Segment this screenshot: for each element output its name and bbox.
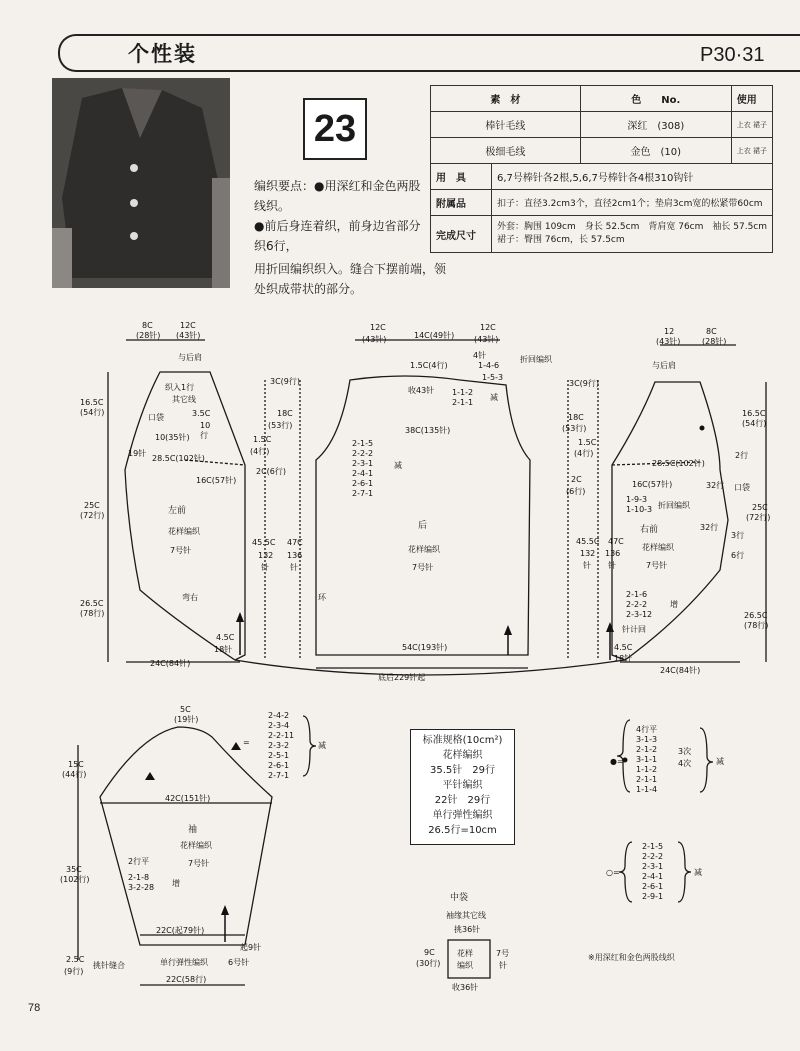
dim-label: (30行) <box>416 959 441 968</box>
dim-label: 132 <box>580 549 596 558</box>
dim-label: 2-1-1 <box>636 775 658 784</box>
dim-label: 4.5C <box>216 633 235 642</box>
dim-label: 针 <box>499 961 507 970</box>
dim-label: 2-3-2 <box>268 741 290 750</box>
dim-label: 增 <box>670 600 678 609</box>
brace <box>617 720 630 792</box>
dim-label: (78行) <box>744 621 769 630</box>
page-reference: P30·31 <box>700 44 765 66</box>
direction-arrow <box>221 905 229 915</box>
dim-label: 2-1-5 <box>642 842 664 851</box>
note-line: ●前后身连着织，前身边省部分织6行， <box>254 219 421 253</box>
dim-label: 16C(57针) <box>632 480 673 489</box>
dim-label: (4行) <box>574 449 594 458</box>
brace <box>303 716 316 776</box>
gauge-box <box>410 729 515 845</box>
dim-label: 14C(49针) <box>414 331 455 340</box>
dim-label: 26.5C <box>80 599 104 608</box>
dim-label: 2行 <box>735 451 749 460</box>
dim-label: 22C(起79针) <box>156 926 205 935</box>
triangle-marker <box>231 742 241 750</box>
gauge-title: 标准规格(10cm²) <box>422 735 503 746</box>
dim-label: 2-5-1 <box>268 751 290 760</box>
dim-label: 3-2-28 <box>128 883 155 892</box>
dim-label: 28.5C(102针) <box>652 459 705 468</box>
dim-label: 1-10-3 <box>626 505 653 514</box>
dim-label: (4行) <box>250 447 270 456</box>
brace <box>619 842 632 902</box>
dim-label: 24C(84针) <box>150 659 191 668</box>
dim-label: 2行平 <box>128 857 150 866</box>
dim-label: (72行) <box>80 511 105 520</box>
col-color: 色 No. <box>580 86 731 112</box>
dim-label: (53行) <box>268 421 293 430</box>
dim-label: 3C(9行) <box>569 379 600 388</box>
dim-label: 8C <box>706 327 717 336</box>
piece-needle: 7号针 <box>188 859 210 868</box>
brace <box>678 842 691 902</box>
dim-label: 6行 <box>731 551 745 560</box>
dim-label: 2-3-1 <box>642 862 664 871</box>
dim-label: 底后229针起 <box>378 673 426 682</box>
dim-label: 12C <box>370 323 386 332</box>
direction-arrow <box>606 622 614 632</box>
dim-label: 3次 <box>678 747 692 756</box>
left-front-outline <box>125 372 245 660</box>
direction-arrow <box>236 612 244 622</box>
size-label: 完成尺寸 <box>431 216 492 253</box>
dim-label: 2-2-11 <box>268 731 295 740</box>
dim-label: (53行) <box>562 424 587 433</box>
dim-label: 2-1-1 <box>452 398 474 407</box>
dim-label: 1-1-4 <box>636 785 658 794</box>
dim-label: 3.5C <box>192 409 211 418</box>
accessories-label: 附属品 <box>431 190 492 216</box>
pattern-number: 23 <box>303 98 367 160</box>
dim-label: 18C <box>277 409 293 418</box>
dim-label: (9行) <box>64 967 84 976</box>
dim-label: 28.5C(102针) <box>152 454 205 463</box>
dim-label: 18针 <box>214 645 233 654</box>
direction-arrow <box>504 625 512 635</box>
dim-label: 2-4-1 <box>642 872 664 881</box>
dim-label: 弯右 <box>182 593 198 602</box>
dim-label: 2C(6行) <box>256 467 287 476</box>
dim-label: 1-9-3 <box>626 495 648 504</box>
marker-label: ●= <box>610 757 624 766</box>
dim-label: 35C <box>66 865 82 874</box>
brace <box>700 728 713 792</box>
piece-name: 左前 <box>168 506 187 516</box>
dim-label: 针 <box>583 561 591 570</box>
piece-stitch: 花样编织 <box>168 527 200 536</box>
dim-label: 3-1-3 <box>636 735 658 744</box>
dim-label: 10 <box>200 421 211 430</box>
piece-stitch: 花样编织 <box>642 543 674 552</box>
dim-label: 12 <box>664 327 675 336</box>
dim-label: (43针) <box>474 335 499 344</box>
dim-label: 22C(58行) <box>166 975 207 984</box>
dim-label: 2.5C <box>66 955 85 964</box>
tools-label: 用 具 <box>431 164 492 190</box>
dim-label: 减 <box>694 868 702 877</box>
dim-label: 19针 <box>128 449 147 458</box>
dim-label: 25C <box>84 501 100 510</box>
dim-label: 32行 <box>706 481 725 490</box>
dim-label: 针 <box>608 561 616 570</box>
piece-name: 右前 <box>640 525 659 535</box>
dim-label: 针计回 <box>622 625 646 634</box>
gauge-label: 平针编织 <box>442 780 483 791</box>
dim-label: 口袋 <box>148 413 164 422</box>
piece-stitch: 花样编织 <box>180 841 212 850</box>
dim-label: (19针) <box>174 715 199 724</box>
dim-label: 2-7-1 <box>268 771 290 780</box>
footnote: ※用深红和金色两股线织 <box>588 953 675 962</box>
dim-label: 单行弹性编织 <box>160 958 208 967</box>
dim-label: (28针) <box>136 331 161 340</box>
pocket-title: 中袋 <box>450 893 469 903</box>
gauge-label: 花样编织 <box>442 750 483 761</box>
dim-label: 2-1-2 <box>636 745 658 754</box>
dim-label: (6行) <box>566 487 586 496</box>
dim-label: 1-1-2 <box>636 765 658 774</box>
dim-label: 18针 <box>614 654 633 663</box>
gauge-value: 35.5针 29行 <box>430 765 495 776</box>
gauge-value: 22针 29行 <box>434 795 491 806</box>
dim-label: 26.5C <box>744 611 768 620</box>
tools-value: 6,7号棒针各2根,5,6,7号棒针各4根310钩针 <box>492 164 773 190</box>
dim-label: 12C <box>480 323 496 332</box>
dim-label: 2C <box>571 475 582 484</box>
dim-label: 4.5C <box>614 643 633 652</box>
dim-label: 8C <box>142 321 153 330</box>
note-line: 用折回编织织入。缝合下摆前端，领处织成带状的部分。 <box>254 262 447 296</box>
dot-marker <box>700 426 705 431</box>
dim-label: 2-3-4 <box>268 721 290 730</box>
dim-label: 16.5C <box>742 409 766 418</box>
dim-label: 2-1-6 <box>626 590 648 599</box>
note-line: 编织要点：●用深红和金色两股线织。 <box>254 179 421 213</box>
dim-label: (44行) <box>62 770 87 779</box>
dim-label: (43针) <box>656 337 681 346</box>
dim-label: 折回编织 <box>658 501 690 510</box>
dim-label: 收43针 <box>408 386 435 395</box>
dim-label: 45.5C <box>576 537 600 546</box>
dim-label: 折回编织 <box>520 355 552 364</box>
dim-label: 3-1-1 <box>636 755 658 764</box>
material-color: 金色 (10) <box>580 138 731 164</box>
material-usage: 上衣 裙子 <box>731 138 772 164</box>
dim-label: 136 <box>287 551 303 560</box>
dim-label: 1-1-2 <box>452 388 474 397</box>
dim-label: 15C <box>68 760 84 769</box>
dim-label: 2-3-1 <box>352 459 374 468</box>
dim-label: 4次 <box>678 759 692 768</box>
dim-label: 1.5C <box>253 435 272 444</box>
material-name: 棒针毛线 <box>431 112 581 138</box>
dim-label: 32行 <box>700 523 719 532</box>
dim-label: (28针) <box>702 337 727 346</box>
dim-label: 16C(57针) <box>196 476 237 485</box>
dim-label: 45.5C <box>252 538 276 547</box>
dim-label: 2-7-1 <box>352 489 374 498</box>
dim-label: 挑36针 <box>454 925 481 934</box>
dim-label: 4行平 <box>636 725 658 734</box>
dim-label: 2-6-1 <box>352 479 374 488</box>
size-skirt: 裙子：臀围 76cm，长 57.5cm <box>497 235 625 245</box>
dim-label: 2-2-2 <box>352 449 374 458</box>
dim-label: 减 <box>716 757 724 766</box>
dim-label: 38C(135针) <box>405 426 451 435</box>
dim-label: 2-6-1 <box>268 761 290 770</box>
dim-label: 起9针 <box>240 943 262 952</box>
section-title: 个性装 <box>128 42 197 66</box>
dim-label: 10(35针) <box>155 433 190 442</box>
triangle-marker <box>145 772 155 780</box>
size-jacket: 外套：胸围 109cm 身长 52.5cm 背肩宽 76cm 袖长 57.5cm <box>497 222 768 232</box>
dim-label: 54C(193针) <box>402 643 448 652</box>
dim-label: 其它线 <box>172 395 196 404</box>
dim-label: (102行) <box>60 875 90 884</box>
gauge-label: 单行弹性编织 <box>432 810 493 821</box>
dim-label: (43针) <box>176 331 201 340</box>
material-color: 深红 (308) <box>580 112 731 138</box>
dim-label: 1-5-3 <box>482 373 504 382</box>
dim-label: 减 <box>318 741 326 750</box>
col-usage: 使用 <box>731 86 772 112</box>
piece-needle: 7号针 <box>170 546 192 555</box>
dim-label: 2-1-5 <box>352 439 374 448</box>
marker-label: ○= <box>606 868 620 877</box>
dim-label: 2-6-1 <box>642 882 664 891</box>
dim-label: 与后肩 <box>178 353 202 362</box>
sleeve-outline <box>100 727 272 945</box>
dim-label: 18C <box>568 413 584 422</box>
dim-label: 减 <box>394 461 402 470</box>
dim-label: 1-4-6 <box>478 361 500 370</box>
dim-label: 24C(84针) <box>660 666 701 675</box>
dim-label: 2-2-2 <box>642 852 664 861</box>
piece-name: 后 <box>418 521 428 531</box>
dim-label: 5C <box>180 705 191 714</box>
dim-label: (78行) <box>80 609 105 618</box>
page-number: 78 <box>28 1002 41 1014</box>
dim-label: 针 <box>261 563 269 572</box>
dim-label: 2-9-1 <box>642 892 664 901</box>
dim-label: 132 <box>258 551 274 560</box>
piece-needle: 7号针 <box>646 561 668 570</box>
dim-label: 1.5C <box>578 438 597 447</box>
dim-label: 47C <box>608 537 624 546</box>
material-usage: 上衣 裙子 <box>731 112 772 138</box>
dim-label: (54行) <box>742 419 767 428</box>
dim-label: (43针) <box>362 335 387 344</box>
dim-label: 3C(9行) <box>270 377 301 386</box>
dim-label: 针 <box>290 563 298 572</box>
pocket-box <box>448 940 490 978</box>
dim-label: 编织 <box>457 961 473 970</box>
dim-label: 行 <box>200 431 208 440</box>
gauge-value: 26.5行=10cm <box>428 825 497 836</box>
dim-label: 2-4-2 <box>268 711 290 720</box>
dim-label: 收36针 <box>452 983 479 992</box>
dim-label: 42C(151针) <box>165 794 211 803</box>
dim-label: 1.5C(4行) <box>410 361 448 370</box>
dim-label: 25C <box>752 503 768 512</box>
material-name: 极细毛线 <box>431 138 581 164</box>
dim-label: 3行 <box>731 531 745 540</box>
dim-label: 与后肩 <box>652 361 676 370</box>
dim-label: 2-3-12 <box>626 610 653 619</box>
col-material: 素 材 <box>431 86 581 112</box>
dim-label: 6号针 <box>228 958 250 967</box>
accessories-value: 扣子：直径3.2cm3个，直径2cm1个；垫肩3cm宽的松紧带60cm <box>492 190 773 216</box>
piece-stitch: 花样编织 <box>408 545 440 554</box>
dim-label: 挑针缝合 <box>93 961 125 970</box>
dim-label: 环 <box>318 593 326 602</box>
marker-label: = <box>243 738 250 747</box>
dim-label: 增 <box>172 879 180 888</box>
dim-label: 2-2-2 <box>626 600 648 609</box>
dim-label: (72行) <box>746 513 771 522</box>
dim-label: 7号 <box>496 949 510 958</box>
piece-needle: 7号针 <box>412 563 434 572</box>
dim-label: 2-1-8 <box>128 873 150 882</box>
dim-label: 口袋 <box>734 483 750 492</box>
dim-label: 12C <box>180 321 196 330</box>
dim-label: 136 <box>605 549 621 558</box>
back-outline <box>316 376 530 655</box>
dim-label: 2-4-1 <box>352 469 374 478</box>
dim-label: 花样 <box>457 949 473 958</box>
dim-label: 9C <box>424 948 435 957</box>
dim-label: 减 <box>490 393 498 402</box>
dim-label: 4针 <box>473 351 487 360</box>
piece-name: 袖 <box>188 825 198 835</box>
dim-label: 织入1行 <box>165 383 195 392</box>
dim-label: (54行) <box>80 408 105 417</box>
dim-label: 袖缘其它线 <box>446 911 486 920</box>
dim-label: 16.5C <box>80 398 104 407</box>
dim-label: 47C <box>287 538 303 547</box>
